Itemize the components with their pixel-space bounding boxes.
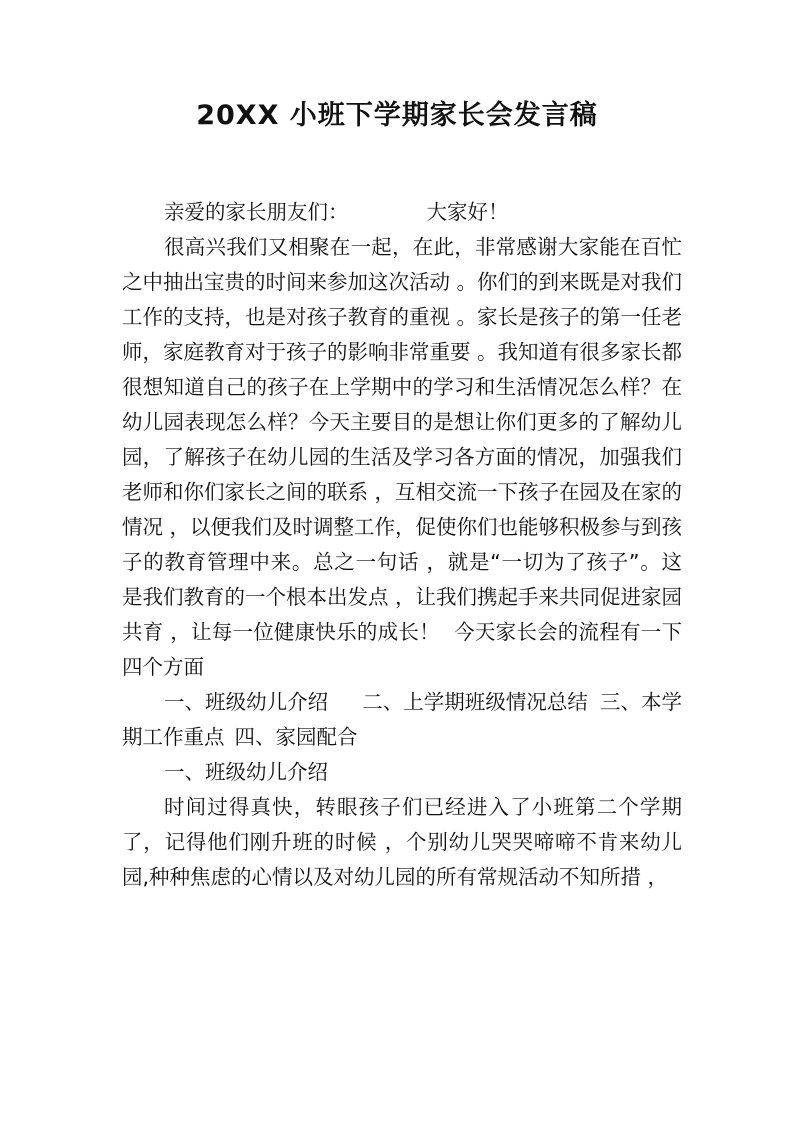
outline-line <box>122 685 682 755</box>
outline-item-1: 一、班级幼儿介绍 <box>164 690 329 714</box>
outline-item-2: 二、上学期班级情况总结 <box>362 690 588 714</box>
paragraph-section1: 时间过得真快，转眼孩子们已经进入了小班第二个学期了，记得他们刚升班的时候 ，个别幼儿哭哭啼啼不肯来幼儿园,种种焦虑的心情以及对幼儿园的所有常规活动不知所措 ， <box>122 795 682 889</box>
outline-item-3: 三、本学期工作重点 <box>122 690 683 749</box>
document-title: 20XX 小班下学期家长会发言稿 <box>196 100 598 131</box>
paragraph-intro <box>122 230 682 685</box>
section-heading: 一、班级幼儿介绍 <box>164 760 329 784</box>
salutation-line <box>122 195 682 230</box>
document-body <box>122 195 682 895</box>
greeting: 大家好！ <box>426 200 509 224</box>
paragraph-intro-text: 很高兴我们又相聚在一起，在此，非常感谢大家能在百忙之中抽出宝贵的时间来参加这次活动 。你们的到来既是对我们工作的支持，也是对孩子教育的重视 。家长是孩子的第一任老师，家庭教育对于孩子的影响非常重要 。我知道有很多家长都很想知道自己的孩子在上学期中的学习和生活情况怎么样？在幼儿园表现怎么样？今天主要目的是想让你们更多的了解幼儿园，了解孩子在幼儿园的生活及学习各方面的情况，加强我们老师和你们家长之间的联系 ，互相交流一下孩子在园及在家的情况 ，以便我们及时调整工作，促使你们也能够积极参与到孩子的教育管理中来。总之一句话 ，就是“一切为了孩子”。这是我们教育的一个根本出发点 ，让我们携起手来共同促进家园共育 ，让每一位健康快乐的成长！ <box>122 235 683 644</box>
paragraph-intro-flow: 今天家长会的流程有一下四个方面 <box>122 620 683 679</box>
outline-item-4: 四、家园配合 <box>234 725 358 749</box>
salutation: 亲爱的家长朋友们： <box>164 200 349 224</box>
